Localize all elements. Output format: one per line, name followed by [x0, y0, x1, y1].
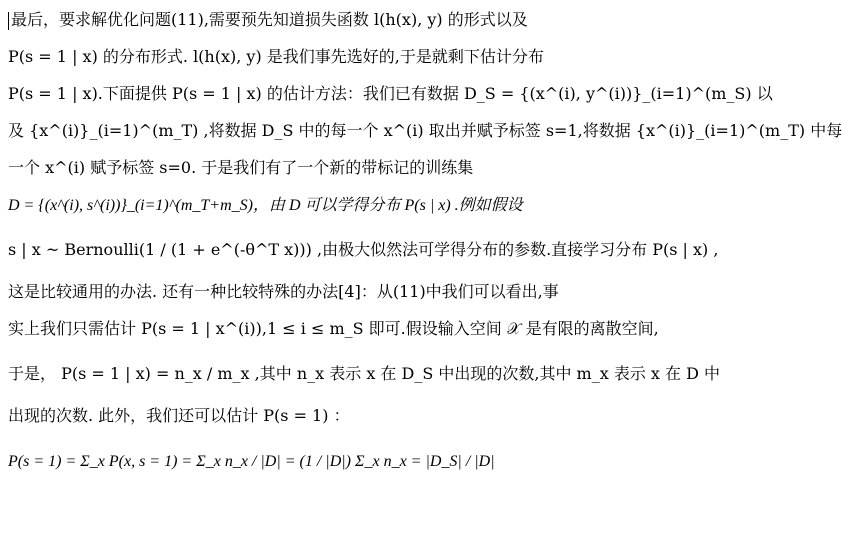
text-line-4 — [8, 117, 842, 154]
text-cursor — [8, 12, 9, 30]
equation-probability-s: P(s = 1) = Σ_x P(x, s = 1) = Σ_x n_x / |D| = (1 / |D|) Σ_x n_x = |D_S| / |D| — [8, 453, 495, 470]
line-6: D = {(x^(i), s^(i))}_(i=1)^(m_T+m_S)，由 D 可以学得分布 P(s | x) .例如假设 — [8, 197, 523, 214]
text-line-10 — [8, 352, 721, 402]
equation-line — [8, 439, 593, 487]
line-10: 于是， P(s = 1 | x) = n_x / m_x ,其中 n_x 表示 x 在 D_S 中出现的次数,其中 m_x 表示 x 在 D 中 — [8, 364, 721, 383]
text-line-5 — [8, 154, 593, 191]
text-line-2 — [8, 43, 593, 80]
text-line-3 — [8, 80, 773, 117]
line-5: 一个 x^(i) 赋予标签 s=0. 于是我们有了一个新的带标记的训练集 — [8, 158, 474, 177]
line-11: 出现的次数. 此外，我们还可以估计 P(s = 1) ： — [8, 406, 350, 425]
line-8: 这是比较通用的办法. 还有一种比较特殊的办法[4]：从(11)中我们可以看出,事 — [8, 282, 559, 301]
text-line-9 — [8, 315, 659, 352]
text-line-1 — [8, 6, 593, 43]
line-4: 及 {x^(i)}_(i=1)^(m_T) ,将数据 D_S 中的每一个 x^(i) 取出并赋予标签 s=1,将数据 {x^(i)}_(i=1)^(m_T) 中每 — [8, 121, 842, 140]
line-1: 最后，要求解优化问题(11),需要预先知道损失函数 l(h(x), y) 的形式以及 — [11, 10, 528, 29]
line-7: s | x ~ Bernoulli(1 / (1 + e^(-θ^T x))) ,由极大似然法可学得分布的参数.直接学习分布 P(s | x) , — [8, 240, 719, 259]
line-2: P(s = 1 | x) 的分布形式. l(h(x), y) 是我们事先选好的,于是就剩下估计分布 — [8, 47, 544, 66]
line-9: 实上我们只需估计 P(s = 1 | x^(i)),1 ≤ i ≤ m_S 即可.假设输入空间 𝒳 是有限的离散空间, — [8, 319, 659, 338]
line-3: P(s = 1 | x).下面提供 P(s = 1 | x) 的估计方法：我们已有数据 D_S = {(x^(i), y^(i))}_(i=1)^(m_S) 以 — [8, 84, 773, 103]
text-line-11 — [8, 402, 593, 439]
text-line-7 — [8, 228, 719, 278]
text-line-8 — [8, 278, 593, 315]
text-line-6 — [8, 191, 593, 228]
